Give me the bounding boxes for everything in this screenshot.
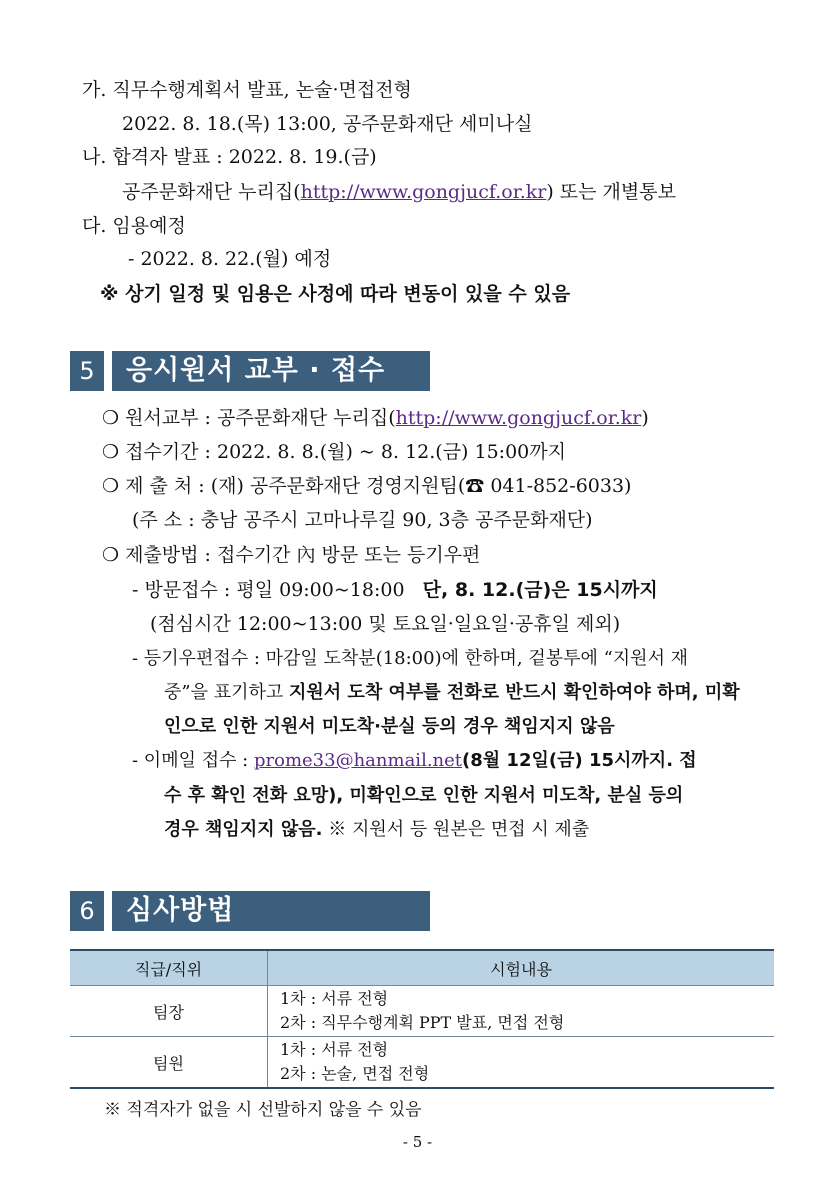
table-cell-content (268, 1037, 775, 1089)
visit-deadline: 단, 8. 12.(금)은 15시까지 (422, 579, 658, 601)
email-line-3-plain: ※ 지원서 등 원본은 면접 시 제출 (328, 819, 590, 840)
email-line-1 (132, 747, 697, 775)
exam-step-1: 1차 : 서류 전형 (280, 989, 389, 1008)
homepage-link[interactable]: http://www.gongjucf.or.kr (395, 407, 642, 429)
visit-note: (점심시간 12:00~13:00 및 토요일·일요일·공휴일 제외) (150, 613, 621, 635)
item-distribution-suffix: ) (641, 407, 649, 429)
item-submit-to-text: 제 출 처 : (재) 공주문화재단 경영지원팀(☎ 041-852-6033) (125, 475, 632, 497)
schedule-ga-title: 가. 직무수행계획서 발표, 논술·면접전형 (82, 79, 412, 101)
exam-step-1: 1차 : 서류 전형 (280, 1040, 389, 1059)
exam-step-2: 2차 : 직무수행계획 PPT 발표, 면접 전형 (280, 1013, 565, 1032)
section5-number: 5 (70, 351, 104, 391)
table-cell-position: 팀원 (70, 1037, 268, 1089)
section6-title: 심사방법 (112, 891, 430, 931)
mail-line-3: 인으로 인한 지원서 미도착·분실 등의 경우 책임지지 않음 (164, 716, 615, 737)
exam-table (70, 949, 774, 1089)
schedule-na-detail (122, 178, 676, 206)
schedule-na-title: 나. 합격자 발표 : 2022. 8. 19.(금) (82, 146, 377, 168)
table-footnote: ※ 적격자가 없을 시 선발하지 않을 수 있음 (104, 1100, 422, 1120)
schedule-da-title: 다. 임용예정 (82, 215, 186, 237)
schedule-na-suffix: ) 또는 개별통보 (546, 181, 676, 203)
section6-number: 6 (70, 891, 104, 931)
item-method (102, 541, 480, 569)
item-distribution-label: 원서교부 : 공주문화재단 누리집( (125, 407, 396, 429)
email-line-3-bold: 경우 책임지지 않음. (164, 819, 323, 840)
homepage-link[interactable]: http://www.gongjucf.or.kr (300, 181, 547, 203)
email-prefix: - 이메일 접수 : (132, 750, 249, 771)
mail-line-2-plain: 중”을 표기하고 (164, 682, 284, 703)
item-submit-to (102, 472, 631, 500)
visit-line (132, 576, 658, 604)
email-line-3 (164, 816, 589, 844)
email-deadline: (8월 12일(금) 15시까지. 접 (462, 750, 697, 771)
circle-bullet-icon: ❍ (102, 475, 120, 497)
email-link[interactable]: prome33@hanmail.net (254, 750, 463, 771)
exam-step-2: 2차 : 논술, 면접 전형 (280, 1064, 430, 1083)
table-header-row (70, 950, 774, 986)
item-distribution (102, 404, 649, 432)
schedule-ga-detail: 2022. 8. 18.(목) 13:00, 공주문화재단 세미나실 (122, 113, 533, 135)
table-header-position: 직급/직위 (70, 950, 268, 986)
item-period (102, 438, 566, 466)
schedule-note: ※ 상기 일정 및 임용은 사정에 따라 변동이 있을 수 있음 (100, 283, 571, 305)
table-cell-content (268, 986, 775, 1037)
table-header-content: 시험내용 (268, 950, 775, 986)
mail-line-1: - 등기우편접수 : 마감일 도착분(18:00)에 한하며, 겉봉투에 “지원서 재 (132, 648, 689, 669)
mail-line-2 (164, 679, 740, 707)
visit-text: - 방문접수 : 평일 09:00~18:00 (132, 579, 405, 601)
circle-bullet-icon: ❍ (102, 544, 120, 566)
table-row (70, 986, 774, 1037)
item-address: (주 소 : 충남 공주시 고마나루길 90, 3층 공주문화재단) (132, 509, 593, 531)
email-line-2: 수 후 확인 전화 요망), 미확인으로 인한 지원서 미도착, 분실 등의 (164, 785, 684, 806)
circle-bullet-icon: ❍ (102, 407, 120, 429)
item-method-text: 제출방법 : 접수기간 內 방문 또는 등기우편 (125, 544, 481, 566)
circle-bullet-icon: ❍ (102, 441, 120, 463)
item-period-text: 접수기간 : 2022. 8. 8.(월) ~ 8. 12.(금) 15:00까지 (125, 441, 566, 463)
mail-line-2-bold: 지원서 도착 여부를 전화로 반드시 확인하여야 하며, 미확 (289, 682, 740, 703)
schedule-da-detail: - 2022. 8. 22.(월) 예정 (128, 248, 332, 270)
table-cell-position: 팀장 (70, 986, 268, 1037)
schedule-na-prefix: 공주문화재단 누리집( (122, 181, 301, 203)
page-number: - 5 - (402, 1133, 433, 1151)
section5-title: 응시원서 교부 · 접수 (112, 351, 430, 391)
table-row (70, 1037, 774, 1089)
